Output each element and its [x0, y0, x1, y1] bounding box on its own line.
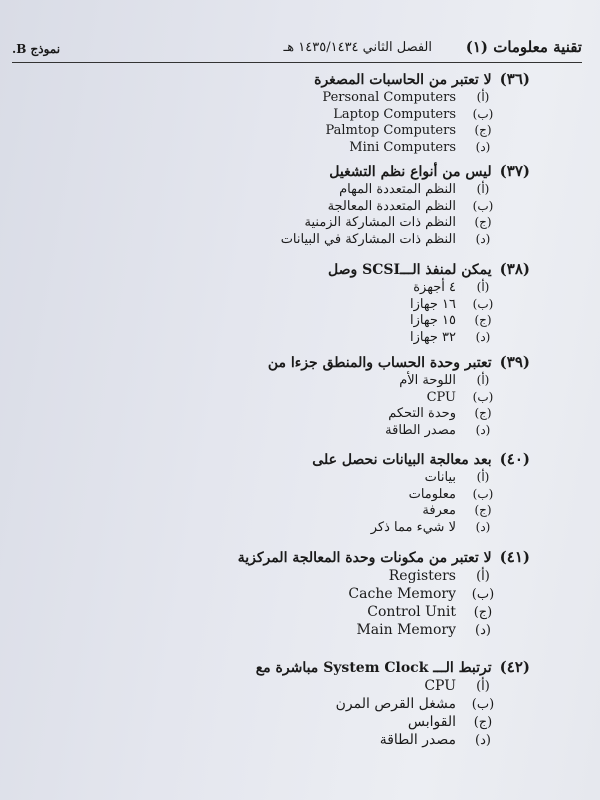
option-text: Registers: [388, 568, 456, 584]
option-a[interactable]: [60, 280, 496, 297]
option-b[interactable]: [60, 487, 496, 504]
option-letter: (أ): [476, 470, 490, 484]
question-39: [60, 353, 530, 439]
option-letter: (ج): [474, 313, 492, 327]
option-d[interactable]: [60, 330, 496, 347]
option-letter: (ب): [471, 697, 495, 712]
option-a[interactable]: [60, 182, 496, 199]
question-37: [60, 162, 530, 248]
option-b[interactable]: [60, 297, 496, 314]
option-a[interactable]: [60, 90, 496, 107]
option-letter: (ج): [474, 215, 492, 229]
course-title: تقنية معلومات (١): [465, 38, 582, 56]
question-text: بعد معالجة البيانات نحصل على: [312, 452, 492, 468]
option-letter: (د): [475, 329, 491, 344]
option-d[interactable]: [60, 622, 496, 640]
term-label: الفصل الثاني ١٤٣٥/١٤٣٤ هـ: [283, 40, 432, 55]
option-letter: (ب): [472, 486, 494, 501]
option-letter: (د): [475, 623, 491, 638]
option-b[interactable]: [60, 199, 496, 216]
question-text: لا تعتبر من مكونات وحدة المعالجة المركزية: [237, 550, 492, 566]
option-letter: (ب): [472, 106, 494, 121]
option-text: Laptop Computers: [333, 106, 456, 122]
question-number: (٣٨): [499, 260, 530, 278]
option-d[interactable]: [60, 732, 496, 750]
option-a[interactable]: [60, 373, 496, 390]
option-c[interactable]: [60, 215, 496, 232]
option-letter: (د): [475, 519, 491, 534]
option-text: ٤ أجهزة: [413, 280, 456, 295]
option-text: النظم ذات المشاركة الزمنية: [304, 215, 456, 230]
option-text: مصدر الطاقة: [385, 422, 456, 438]
option-letter: (ج): [474, 503, 492, 517]
option-letter: (ج): [473, 605, 493, 620]
question-number: (٣٩): [499, 353, 530, 371]
question-number: (٤١): [499, 548, 530, 566]
option-letter: (أ): [476, 182, 490, 196]
question-40: [60, 450, 530, 536]
option-a[interactable]: [60, 470, 496, 487]
option-text: Cache Memory: [348, 586, 456, 602]
option-letter: (أ): [476, 569, 490, 584]
option-letter: (ب): [471, 587, 495, 602]
option-letter: (د): [475, 733, 491, 748]
option-text: القوابس: [407, 714, 456, 730]
question-text: ليس من أنواع نظم التشغيل: [329, 164, 492, 180]
option-text: معلومات: [408, 486, 456, 502]
question-number: (٣٦): [499, 70, 530, 88]
question-number: (٤٠): [499, 450, 530, 468]
option-text: Palmtop Computers: [325, 123, 456, 138]
option-letter: (أ): [476, 373, 490, 387]
option-letter: (د): [475, 422, 491, 437]
option-text: النظم المتعددة المعالجة: [327, 198, 456, 214]
question-text: يمكن لمنفذ الـــSCSI وصل: [328, 262, 492, 278]
option-text: Control Unit: [367, 604, 456, 620]
option-a[interactable]: [60, 678, 496, 696]
option-text: معرفة: [422, 503, 456, 518]
question-text: لا تعتبر من الحاسبات المصغرة: [314, 72, 492, 88]
option-c[interactable]: [60, 123, 496, 140]
option-letter: (ب): [472, 198, 494, 213]
option-c[interactable]: [60, 714, 496, 732]
question-36: [60, 70, 530, 156]
form-label: نموذج B.: [12, 42, 61, 56]
option-text: ٣٢ جهازا: [410, 329, 456, 345]
option-b[interactable]: [60, 696, 496, 714]
option-d[interactable]: [60, 520, 496, 537]
option-text: اللوحة الأم: [399, 373, 456, 388]
option-c[interactable]: [60, 503, 496, 520]
option-text: Mini Computers: [349, 139, 456, 155]
option-text: وحدة التحكم: [388, 406, 456, 421]
option-c[interactable]: [60, 604, 496, 622]
question-text: ترتبط الـــ System Clock مباشرة مع: [255, 660, 492, 676]
question-42: [60, 658, 530, 750]
option-c[interactable]: [60, 313, 496, 330]
option-letter: (أ): [476, 679, 490, 694]
question-text: تعتبر وحدة الحساب والمنطق جزءا من: [267, 355, 492, 371]
option-text: ١٥ جهازا: [410, 313, 456, 328]
option-text: مصدر الطاقة: [379, 732, 456, 748]
option-c[interactable]: [60, 406, 496, 423]
option-letter: (ب): [472, 389, 494, 404]
option-letter: (د): [475, 139, 491, 154]
question-number: (٣٧): [499, 162, 530, 180]
option-letter: (أ): [476, 90, 490, 104]
option-d[interactable]: [60, 232, 496, 249]
question-38: [60, 260, 530, 346]
option-letter: (ج): [473, 715, 493, 730]
option-d[interactable]: [60, 140, 496, 157]
option-b[interactable]: [60, 586, 496, 604]
option-letter: (ب): [472, 296, 494, 311]
option-letter: (أ): [476, 280, 490, 294]
option-text: Main Memory: [356, 622, 456, 638]
option-d[interactable]: [60, 423, 496, 440]
question-number: (٤٢): [499, 658, 530, 676]
option-text: بيانات: [424, 470, 456, 485]
option-text: النظم ذات المشاركة في البيانات: [280, 231, 456, 247]
option-letter: (ج): [474, 406, 492, 420]
option-text: CPU: [426, 389, 456, 405]
page-header: [12, 38, 582, 63]
option-b[interactable]: [60, 390, 496, 407]
option-a[interactable]: [60, 568, 496, 586]
option-text: Personal Computers: [322, 90, 456, 105]
option-text: CPU: [424, 678, 456, 694]
option-letter: (د): [475, 231, 491, 246]
option-b[interactable]: [60, 107, 496, 124]
option-letter: (ج): [474, 123, 492, 137]
option-text: لا شيء مما ذكر: [370, 519, 456, 535]
option-text: مشغل القرص المرن: [335, 696, 456, 712]
option-text: النظم المتعددة المهام: [339, 182, 456, 197]
question-41: [60, 548, 530, 640]
option-text: ١٦ جهازا: [410, 296, 456, 312]
